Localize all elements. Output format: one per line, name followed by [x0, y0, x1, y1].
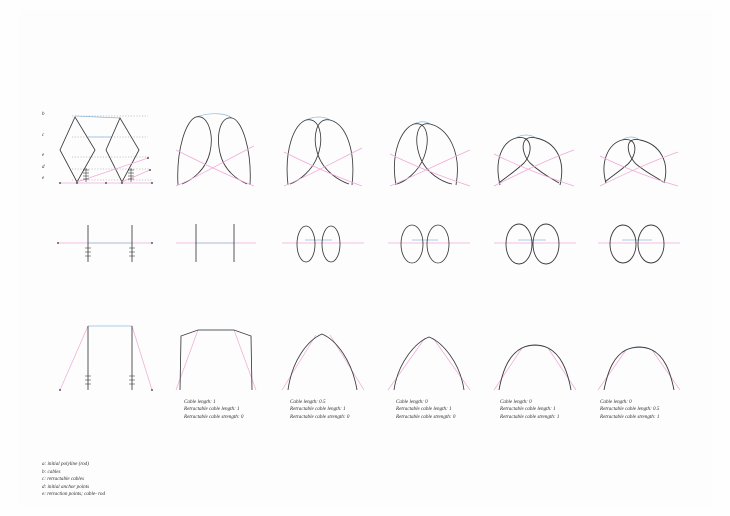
legend	[42, 461, 105, 499]
caption-line: Retractable cable length: 1	[396, 406, 452, 413]
caption-line: Cable length: 0.5	[290, 399, 326, 405]
row2-col1	[57, 225, 153, 262]
legend-item-b: b: cables	[42, 468, 61, 475]
caption-line: Retractable cable strength: 1	[600, 413, 660, 420]
row1-col2	[176, 114, 254, 186]
row2-col6	[598, 225, 680, 263]
row3-col2	[176, 330, 256, 390]
caption-column-2	[184, 399, 243, 421]
caption-line: Cable length: 0	[396, 399, 428, 405]
label-e-lower: e	[42, 176, 45, 181]
row3-col3	[282, 334, 364, 390]
label-d: d	[42, 165, 45, 170]
row2-col2	[176, 224, 256, 262]
caption-line: Retractable cable strength: 0	[184, 413, 244, 420]
row2-col3	[282, 226, 364, 262]
legend-item-d: d: initial anchor points	[42, 483, 90, 490]
caption-column-6	[600, 399, 659, 421]
caption-line: Cable length: 0	[600, 399, 632, 405]
caption-line: Retractable cable strength: 0	[290, 413, 350, 420]
row2-col5	[494, 224, 576, 264]
caption-line: Retractable cable length: 1	[184, 406, 240, 413]
legend-item-a: a: initial polyline (rod)	[42, 461, 89, 467]
row1-col1-annotated	[59, 116, 153, 184]
label-b: b	[42, 112, 45, 117]
caption-line: Retractable cable length: 0.5	[600, 406, 660, 413]
row2-col4	[388, 225, 470, 263]
legend-item-c: c: retractable cables	[42, 476, 84, 483]
row1-col3	[284, 117, 362, 186]
label-e-upper: e	[42, 153, 45, 158]
caption-column-3	[290, 399, 349, 421]
caption-column-5	[500, 399, 559, 421]
caption-column-4	[396, 399, 455, 421]
label-c: c	[42, 133, 45, 138]
row3-col6	[598, 347, 680, 390]
row1-col4	[390, 122, 470, 186]
caption-line: Retractable cable strength: 1	[500, 413, 560, 420]
row3-col1	[59, 326, 153, 391]
row1-col6	[600, 137, 678, 186]
caption-line: Retractable cable strength: 0	[396, 413, 456, 420]
row3-col4	[388, 337, 470, 390]
caption-line: Retractable cable length: 1	[290, 406, 346, 413]
row3-col5	[494, 345, 576, 390]
caption-line: Cable length: 1	[184, 399, 216, 405]
caption-line: Cable length: 0	[500, 399, 532, 405]
row1-col5	[494, 135, 574, 186]
legend-item-e: e: retraction points; cable- rod	[42, 491, 105, 498]
caption-line: Retractable cable length: 1	[500, 406, 556, 413]
